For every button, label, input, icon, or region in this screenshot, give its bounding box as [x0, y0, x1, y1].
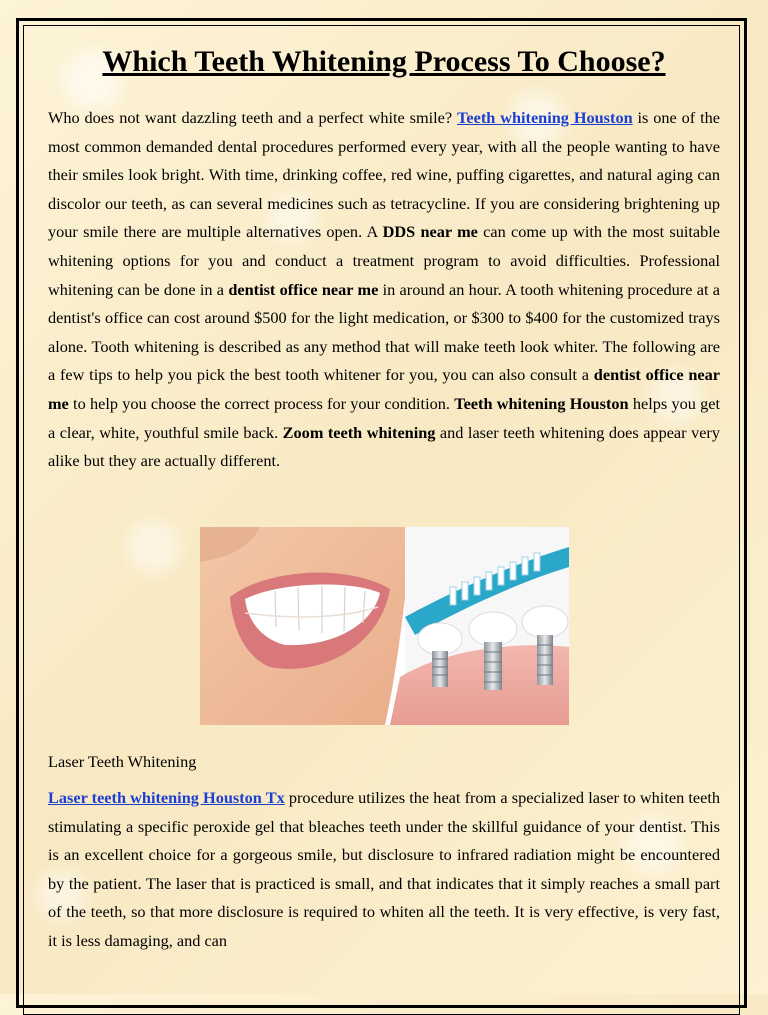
- laser-section-heading: Laser Teeth Whitening: [48, 752, 197, 771]
- intro-text-3: can come up with the most suitable whitening options for you and conduct a treatment program to avoid difficulties. Professional whitening can be done in a: [48, 222, 721, 299]
- intro-paragraph: [48, 104, 720, 476]
- zoom-teeth-whitening-bold: Zoom teeth whitening: [282, 422, 436, 442]
- dentist-office-near-me-bold: dentist office near me: [228, 279, 379, 299]
- intro-text-2: is one of the most common demanded dental procedures performed every year, with all the people wanting to have their smiles look bright. With time, drinking coffee, red wine, puffing cigarettes, and natural aging can discolor our teeth, as can several medicines such as tetracycline. If you are considering brightening up your smile there are multiple alternatives open. A: [48, 108, 720, 242]
- laser-paragraph: [48, 784, 720, 956]
- intro-text-6: helps you get a clear, white, youthful smile back.: [48, 393, 721, 442]
- smile-and-implants-image: [200, 527, 569, 725]
- dds-near-me-bold: DDS near me: [382, 222, 478, 242]
- teeth-whitening-houston-link[interactable]: Teeth whitening Houston: [457, 108, 633, 127]
- dentist-office-near-me-bold-2: dentist office near me: [48, 365, 720, 413]
- intro-text-7: and laser teeth whitening does appear very alike but they are actually different.: [48, 422, 720, 471]
- intro-text-5: to help you choose the correct process for your condition.: [68, 393, 455, 413]
- teeth-whitening-houston-bold: Teeth whitening Houston: [454, 393, 629, 413]
- intro-text-4: in around an hour. A tooth whitening procedure at a dentist's office can cost around $500 for the light medication, or $300 to $400 for the customized trays alone. Tooth whitening is described as any method that will make teeth look whiter. The following are a few tips to help you pick the best tooth whitener for you, you can also consult a: [48, 279, 720, 385]
- laser-teeth-whitening-link[interactable]: Laser teeth whitening Houston Tx: [48, 788, 285, 807]
- intro-text-1: Who does not want dazzling teeth and a perfect white smile?: [48, 108, 458, 127]
- laser-paragraph-text: procedure utilizes the heat from a specialized laser to whiten teeth stimulating a specific peroxide gel that bleaches teeth under the skillful guidance of your dentist. This is an excellent choice for a gorgeous smile, but disclosure to infrared radiation might be encountered by the patient. The laser that is practiced is small, and that indicates that it simply reaches a small part of the teeth, so that more disclosure is required to whiten all the teeth. It is very effective, is very fast, it is less damaging, and can: [48, 788, 721, 950]
- page-title: Which Teeth Whitening Process To Choose?: [102, 45, 666, 78]
